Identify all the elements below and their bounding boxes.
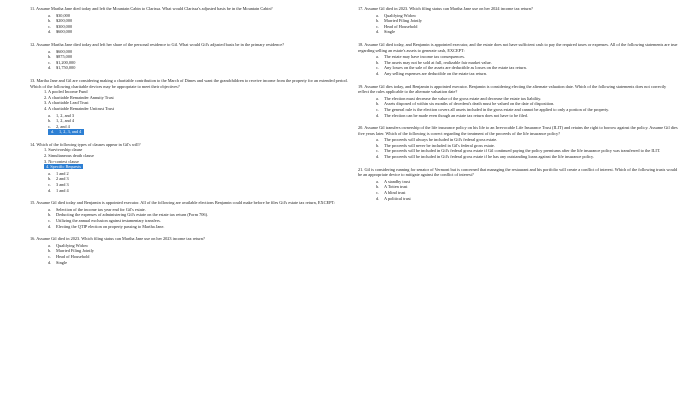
option-d: d. $600,000	[48, 29, 73, 35]
option-a: a. The election must decrease the value of the gross estate and decrease the estate tax liability.	[376, 95, 542, 101]
question-21	[358, 167, 678, 202]
option-a: a. The proceeds will always be included in Gil's federal gross estate.	[376, 137, 498, 143]
option-d: d. $1,750,000	[48, 65, 76, 71]
item: 2. A charitable Remainder Annuity Trust	[44, 94, 114, 100]
option-b: b. A Totten trust	[376, 184, 408, 190]
left-column	[30, 6, 355, 272]
option-c: c. $300,000	[48, 23, 73, 29]
option-b: b. $200,000	[48, 18, 73, 24]
options-list	[48, 113, 355, 135]
option-a: a. $30,000	[48, 12, 70, 18]
question-17	[358, 6, 678, 35]
option-d: d. The proceeds will be included in Gil's federal gross estate if he has any outstanding loans against the life insurance policy.	[376, 154, 594, 160]
options-list	[376, 13, 678, 35]
numbered-items	[44, 89, 355, 111]
option-b: b. Assets disposed of within six months of decedent's death must be valued on the date of disposition.	[376, 101, 555, 107]
option-c: c. Head of Household	[376, 23, 418, 29]
question-stem: 11. Assume Martha Jane died today and left the Mountain Cabin to Clarissa. What would Clarissa's adjusted basis be in the Mountain Cabin?	[30, 6, 273, 11]
option-a: a. Qualifying Widow	[376, 12, 417, 18]
option-d: d. A political trust	[376, 195, 411, 201]
question-stem: 20. Assume Gil transfers ownership of the life insurance policy on his life to an Irrevocable Life Insurance Trust (ILIT) and retains the right to borrow against the policy. Assume Gil dies five years later. Which of the following is correct regarding the treatment of the proceeds of the life insurance policy?	[358, 125, 678, 136]
option-a: a. The estate may have income tax consequences.	[376, 54, 466, 60]
question-stem: 14. Which of the following types of clauses appear in Gil's will?	[30, 141, 141, 147]
options-list	[48, 207, 355, 229]
question-20	[358, 125, 678, 160]
option-a: a. Selection of the income tax year end for Gil's estate.	[48, 206, 146, 212]
option-c: c. The proceeds will be included in Gil's federal gross estate if Gil continued paying the policy premiums after the life insurance policy was transferred to the ILIT.	[376, 148, 661, 154]
question-stem: 12. Assume Martha Jane died today and left her share of the personal residence to Gil. What would Gil's adjusted basis be in the primary residence?	[30, 41, 285, 47]
option-b: b. 2 and 3	[48, 176, 69, 182]
option-d: d. Single	[376, 29, 395, 35]
question-stem: 16. Assume Gil died in 2023. Which filing status can Martha Jane use on her 2023 income tax return?	[30, 236, 205, 242]
item: 3. A charitable Lead Trust	[44, 100, 89, 106]
question-stem: 18. Assume Gil died today, and Benjamin is appointed executor, and the estate does not have sufficient cash to pay the required taxes or expenses. All of the following statements are true regarding selling an estate's assets to generate cash, EXCEPT:	[358, 41, 678, 53]
question-stem: 13. Martha Jane and Gil are considering making a charitable contribution to the March of Dimes and want the grandchildren to receive income from the property for an extended period. Which of the following charitable devices may be appropriate to meet their objectives?	[30, 77, 348, 89]
question-13	[30, 78, 355, 135]
question-16	[30, 236, 355, 265]
option-b: b. $875,000	[48, 54, 73, 60]
option-b: b. The proceeds will never be included in Gil's federal gross estate.	[376, 142, 495, 148]
options-list	[376, 96, 678, 118]
options-list	[48, 49, 355, 71]
option-a: a. Qualifying Widow	[48, 242, 89, 248]
options-list	[376, 137, 678, 159]
option-c: c. A blind trust	[376, 190, 406, 196]
option-b: b. Married Filing Jointly	[48, 248, 94, 254]
option-d: d. 1 and 4	[48, 187, 69, 193]
item: 3. No-contest clause	[44, 158, 79, 164]
option-c: c. Any losses on the sale of the assets are deductible as losses on the estate tax return.	[376, 65, 527, 71]
option-c: c. 3 and 3	[48, 182, 69, 188]
option-c: c. The general rule is the election covers all assets included in the gross estate and cannot be applied to only a portion of the property.	[376, 106, 610, 112]
item: 1. Survivorship clause	[44, 147, 83, 153]
question-14	[30, 142, 355, 193]
question-18	[358, 42, 678, 77]
option-a: a. 1 and 2	[48, 170, 69, 176]
item-highlighted: 4. Specific Bequests	[46, 164, 81, 170]
question-stem: 21. Gil is considering running for senator of Vermont but is concerned that managing the restaurant and his portfolio will create a conflict of interest. Which of the following trusts would be an appropriate device to mitigate against the conflict of interest?	[358, 166, 678, 178]
option-d: d. The election can be made even though an estate tax return does not have to be filed.	[376, 112, 529, 118]
option-c: c. Utilizing the annual exclusion against testamentary transfers.	[48, 218, 161, 223]
item: 4. A charitable Remainder Unitrust Trust	[44, 105, 114, 111]
option-d: d. Single	[48, 259, 67, 265]
options-list	[48, 171, 355, 193]
options-list	[376, 54, 678, 76]
option-a: a. $600,000	[48, 48, 73, 54]
question-stem: 17. Assume Gil died in 2023. Which filing status can Martha Jane use on her 2024 income tax return?	[358, 6, 533, 11]
question-stem: 19. Assume Gil dies today, and Benjamin is appointed executor. Benjamin is considering electing the alternate valuation date. Which of the following statements does not correctly reflect the rules applicable to the alternate valuation date?	[358, 83, 667, 95]
question-11	[30, 6, 355, 35]
option-d-selected[interactable]: d. 1, 2, 3, and 4	[48, 129, 355, 135]
question-19	[358, 84, 678, 119]
option-b: b. 1, 2, and 4	[48, 118, 75, 124]
options-list	[48, 243, 355, 265]
option-a: a. A standby trust	[376, 178, 411, 184]
option-b: b. Married Filing Jointly	[376, 18, 422, 24]
option-c: c. $1,200,000	[48, 59, 76, 65]
question-12	[30, 42, 355, 71]
numbered-items	[44, 147, 355, 169]
option-b: b. Deducting the expenses of administering Gil's estate on the estate tax return (Form 706).	[48, 212, 209, 218]
option-c: c. Head of Household	[48, 253, 90, 259]
item: 1. A pooled Income Fund	[44, 89, 88, 95]
question-15	[30, 200, 355, 229]
options-list	[376, 179, 678, 201]
option-c: c. 2, and 4	[48, 123, 70, 129]
option-b: b. The assets may not be sold at full, realizable fair market value.	[376, 59, 492, 65]
options-list	[48, 13, 355, 35]
item: 2. Simultaneous death clause	[44, 153, 94, 159]
option-d: d. Any selling expenses are deductible on the estate tax return.	[376, 70, 488, 76]
right-column	[358, 6, 678, 208]
option-a: a. 1, 2, and 3	[48, 112, 75, 118]
option-d: d. Electing the QTIP election on property passing to Martha Jane.	[48, 223, 165, 229]
question-stem: 15. Assume Gil died today and Benjamin is appointed executor. All of the following are available elections Benjamin could make before he files Gil's estate tax return, EXCEPT:	[30, 200, 336, 206]
